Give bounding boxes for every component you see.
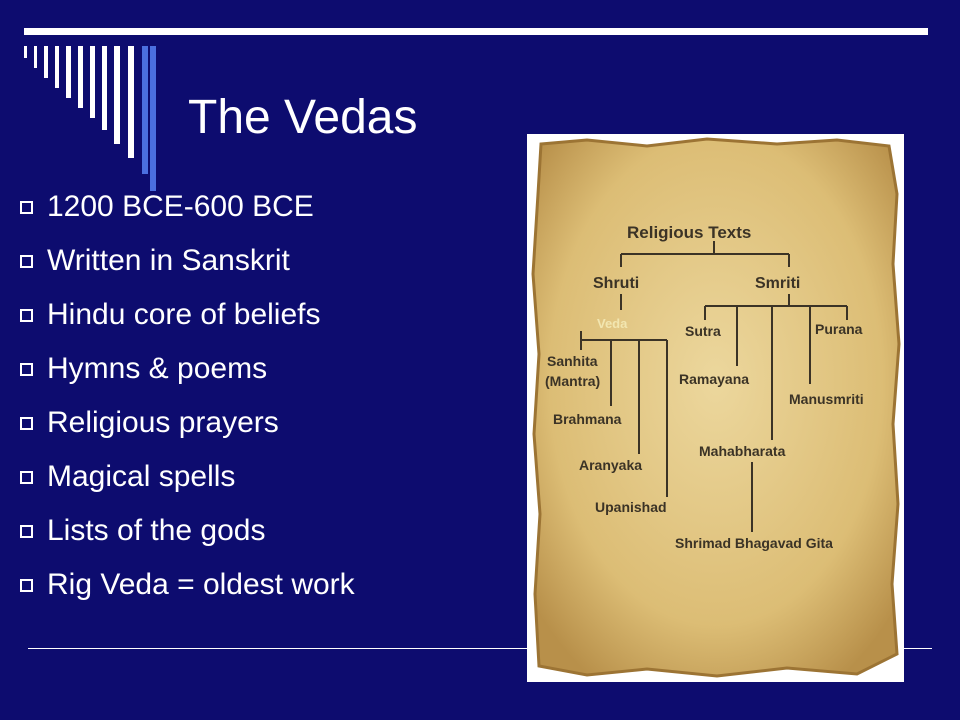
bullet-text: Hymns & poems [47,352,268,385]
bullet-item [18,342,355,396]
bullet-item [18,234,355,288]
decorative-stripes [24,46,164,196]
square-bullet-icon [20,201,33,214]
label-mantra: (Mantra) [545,373,601,389]
bullet-item [18,558,355,612]
label-aranyaka: Aranyaka [579,457,643,473]
square-bullet-icon [20,363,33,376]
square-bullet-icon [20,471,33,484]
bullet-text: Magical spells [47,460,236,493]
bullet-text: Lists of the gods [47,514,266,547]
square-bullet-icon [20,309,33,322]
label-manusmriti: Manusmriti [789,391,864,407]
bullet-item [18,180,355,234]
bullet-text: Written in Sanskrit [47,244,290,277]
square-bullet-icon [20,255,33,268]
bullet-list [18,180,355,612]
religious-texts-image [527,134,904,682]
label-ramayana: Ramayana [679,371,750,387]
bullet-text: Rig Veda = oldest work [47,568,355,601]
label-shruti: Shruti [593,275,640,292]
square-bullet-icon [20,579,33,592]
label-bhagavad-gita: Shrimad Bhagavad Gita [675,535,833,551]
parchment-diagram [527,134,904,682]
square-bullet-icon [20,525,33,538]
label-upanishad: Upanishad [595,499,667,515]
slide-title: The Vedas [188,91,418,144]
label-mahabharata: Mahabharata [699,443,786,459]
bullet-item [18,450,355,504]
label-religious-texts: Religious Texts [627,223,752,242]
bullet-text: 1200 BCE-600 BCE [47,190,314,223]
label-sutra: Sutra [685,323,721,339]
bullet-text: Hindu core of beliefs [47,298,321,331]
label-sanhita: Sanhita [547,353,598,369]
label-smriti: Smriti [755,275,801,292]
bullet-item [18,504,355,558]
bullet-item [18,396,355,450]
top-rule [24,28,928,35]
label-brahmana: Brahmana [553,411,622,427]
square-bullet-icon [20,417,33,430]
parchment-sheet [533,139,899,676]
label-purana: Purana [815,321,863,337]
bullet-item [18,288,355,342]
label-veda: Veda [597,316,628,331]
bullet-text: Religious prayers [47,406,279,439]
